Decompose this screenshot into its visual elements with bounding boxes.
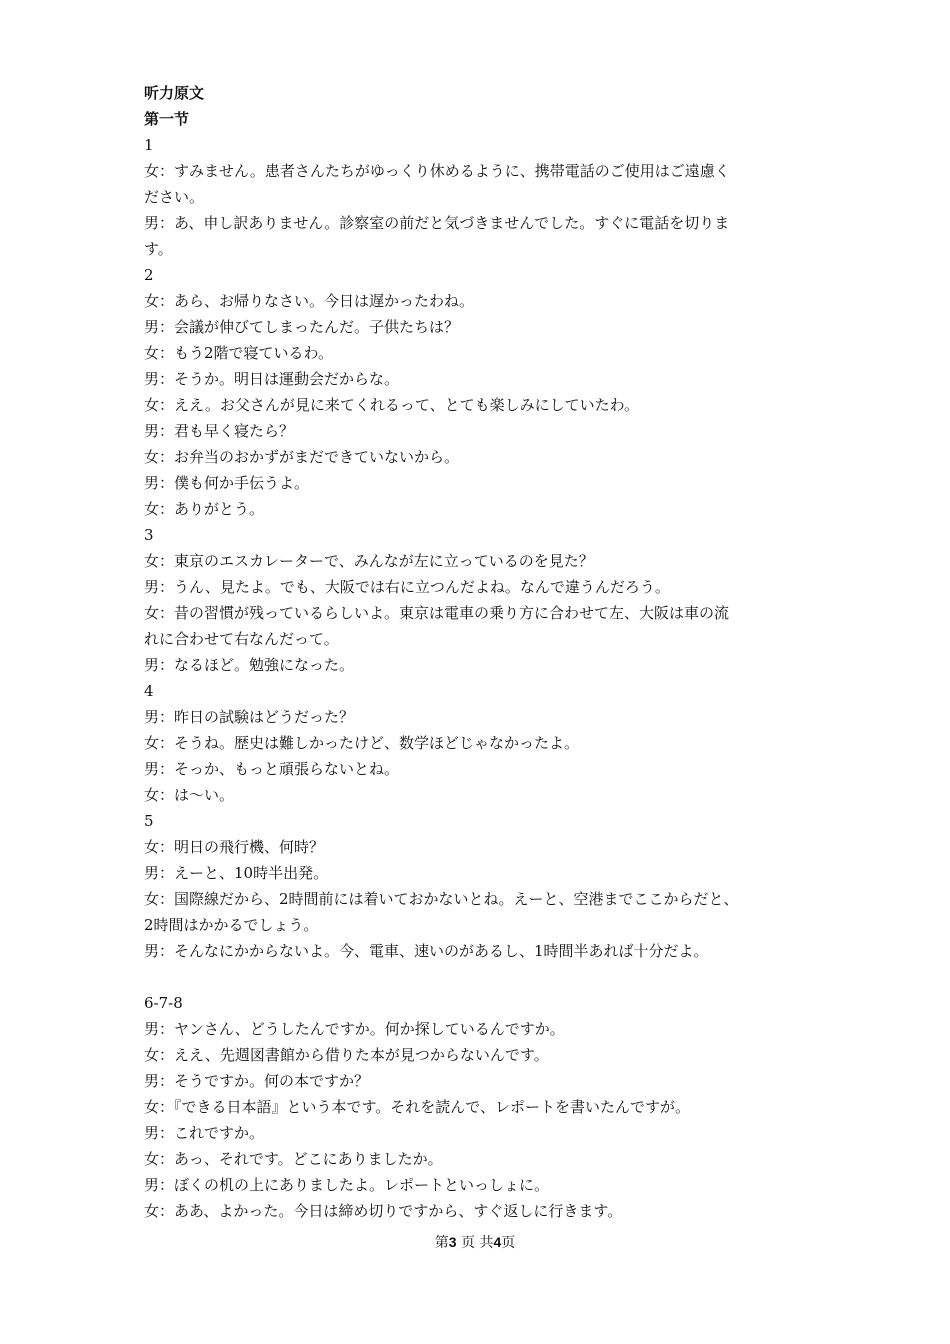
section-heading: 第一节 (144, 110, 190, 128)
transcript-line: 女：ああ、よかった。今日は締め切りですから、すぐ返しに行きます。 (144, 1202, 623, 1220)
transcript-line: 女：ええ、先週図書館から借りた本が見つからないんです。 (144, 1046, 549, 1064)
transcript-line: 男：これですか。 (144, 1124, 265, 1142)
transcript-line: 男：そうか。明日は運動会だからな。 (144, 370, 400, 388)
blank-line (144, 964, 806, 990)
transcript-line: 男：そっか、もっと頑張らないとね。 (144, 760, 400, 778)
transcript-line: れに合わせて右なんだって。 (144, 630, 339, 648)
footer-middle: 页 共 (461, 1235, 494, 1251)
transcript-line: 2時間はかかるでしょう。 (144, 916, 319, 934)
transcript-line: 1 (144, 136, 154, 154)
footer-total-pages: 4 (493, 1234, 502, 1250)
transcript-line: 女：『できる日本語』という本です。それを読んで、レポートを書いたんですが。 (144, 1098, 691, 1116)
transcript-line: 6-7-8 (144, 994, 183, 1012)
footer-page-number: 3 (448, 1234, 457, 1250)
transcript-line: 女：すみません。患者さんたちがゆっくり休めるように、携帯電話のご使用はご遠慮く (144, 162, 730, 180)
page-footer (0, 1232, 950, 1253)
transcript-line: 女：あら、お帰りなさい。今日は遅かったわね。 (144, 292, 475, 310)
transcript-line: 男：そうですか。何の本ですか？ (144, 1072, 370, 1090)
transcript-lines (144, 132, 806, 1224)
transcript-line: 女：そうね。歴史は難しかったけど、数学ほどじゃなかったよ。 (144, 734, 580, 752)
transcript-line: 女：ええ。お父さんが見に来てくれるって、とても楽しみにしていたわ。 (144, 396, 640, 414)
transcript-line: 女：国際線だから、2時間前には着いておかないとね。えーと、空港までここからだと、 (144, 890, 739, 908)
transcript-line: 女：ありがとう。 (144, 500, 265, 518)
footer-suffix: 页 (501, 1235, 516, 1251)
transcript-line: 男：昨日の試験はどうだった？ (144, 708, 355, 726)
transcript-line: 3 (144, 526, 154, 544)
transcript-line: 女：明日の飛行機、何時？ (144, 838, 325, 856)
transcript-line: 女：昔の習慣が残っているらしいよ。東京は電車の乗り方に合わせて左、大阪は車の流 (144, 604, 730, 622)
transcript-line: 女：お弁当のおかずがまだできていないから。 (144, 448, 460, 466)
transcript-line: 4 (144, 682, 154, 700)
listening-transcript (144, 80, 806, 1224)
transcript-line: 女：あっ、それです。どこにありましたか。 (144, 1150, 443, 1168)
transcript-line: 男：君も早く寝たら？ (144, 422, 295, 440)
transcript-line: ださい。 (144, 188, 205, 206)
transcript-line: 男：えーと、10時半出発。 (144, 864, 329, 882)
transcript-line: 男：あ、申し訳ありません。診察室の前だと気づきませんでした。すぐに電話を切りま (144, 214, 730, 232)
transcript-line: 男：僕も何か手伝うよ。 (144, 474, 310, 492)
transcript-line: 男：そんなにかからないよ。今、電車、速いのがあるし、1時間半あれば十分だよ。 (144, 942, 709, 960)
transcript-line: 男：ヤンさん、どうしたんですか。何か探しているんですか。 (144, 1020, 565, 1038)
footer-prefix: 第 (434, 1235, 449, 1251)
transcript-line: 男：なるほど。勉強になった。 (144, 656, 355, 674)
transcript-line: す。 (144, 240, 173, 258)
transcript-line: 男：うん、見たよ。でも、大阪では右に立つんだよね。なんで違うんだろう。 (144, 578, 670, 596)
transcript-line: 女：東京のエスカレーターで、みんなが左に立っているのを見た？ (144, 552, 594, 570)
transcript-line: 男：会議が伸びてしまったんだ。子供たちは？ (144, 318, 460, 336)
document-title: 听力原文 (144, 84, 205, 102)
transcript-line: 女：もう2階で寝ているわ。 (144, 344, 333, 362)
transcript-line: 5 (144, 812, 154, 830)
transcript-line: 女：は〜い。 (144, 786, 235, 804)
transcript-line: 男：ぼくの机の上にありましたよ。レポートといっしょに。 (144, 1176, 550, 1194)
transcript-line: 2 (144, 266, 154, 284)
